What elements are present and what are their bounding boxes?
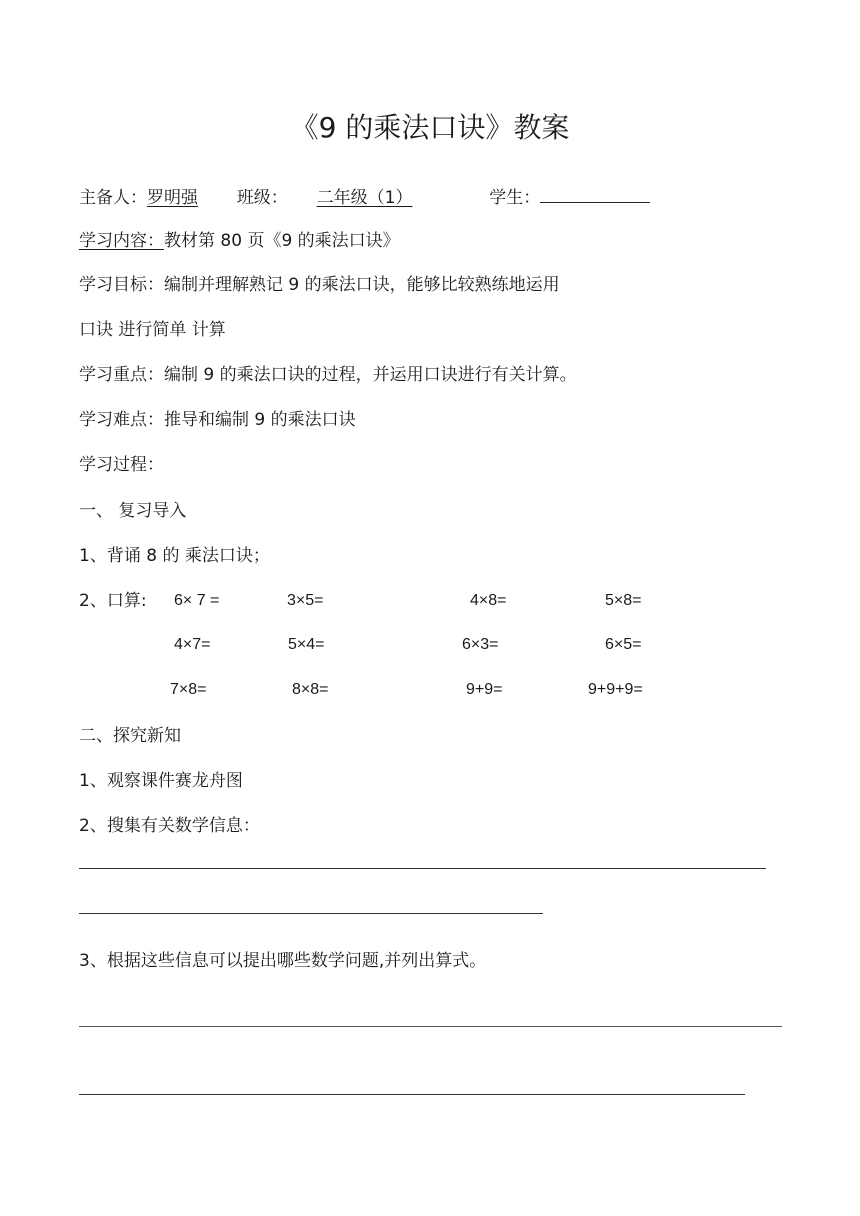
student-blank[interactable] [540, 184, 650, 203]
answer-line[interactable] [79, 1094, 745, 1095]
calc-cell: 5×8= [605, 592, 642, 609]
review-item-1: 1、背诵 8 的 乘法口诀； [79, 546, 270, 566]
calc-cell: 5×4= [288, 636, 325, 653]
calc-cell: 9+9= [466, 681, 503, 698]
calc-cell: 8×8= [292, 681, 329, 698]
key-point: 学习重点：编制 9 的乘法口诀的过程，并运用口诀进行有关计算。 [79, 365, 577, 385]
calc-cell: 6×3= [462, 636, 499, 653]
preparer-label: 主备人： [79, 188, 147, 208]
header-line [79, 184, 650, 209]
answer-line[interactable] [79, 913, 543, 914]
document-title: 《9 的乘法口诀》教案 [290, 111, 570, 144]
review-item-2-label: 2、口算: [79, 591, 147, 611]
answer-line[interactable] [79, 868, 766, 869]
content-text: 教材第 80 页《9 的乘法口诀》 [164, 231, 400, 251]
calc-cell: 3×5= [287, 592, 324, 609]
answer-line[interactable] [79, 1026, 782, 1027]
calc-cell: 6× 7 = [174, 592, 220, 609]
class-label: 班级： [236, 188, 288, 208]
section-2-heading: 二、探究新知 [79, 726, 181, 746]
explore-item-3: 3、根据这些信息可以提出哪些数学问题,并列出算式。 [79, 951, 487, 971]
calc-cell: 4×8= [470, 592, 507, 609]
goal-line-2: 口诀 进行简单 计算 [79, 320, 226, 340]
preparer-name: 罗明强 [147, 188, 198, 208]
calc-cell: 9+9+9= [588, 681, 643, 698]
calc-cell: 4×7= [174, 636, 211, 653]
difficulty: 学习难点：推导和编制 9 的乘法口诀 [79, 410, 356, 430]
explore-item-1: 1、观察课件赛龙舟图 [79, 771, 243, 791]
process-heading: 学习过程： [79, 455, 164, 475]
explore-item-2: 2、搜集有关数学信息： [79, 816, 260, 836]
section-1-heading: 一、 复习导入 [79, 501, 187, 521]
calc-cell: 6×5= [605, 636, 642, 653]
class-value: 二年级（1） [316, 188, 413, 208]
goal-line-1: 学习目标：编制并理解熟记 9 的乘法口诀，能够比较熟练地运用 [79, 275, 560, 295]
calc-cell: 7×8= [170, 681, 207, 698]
student-label: 学生： [489, 188, 541, 208]
content-label: 学习内容： [79, 231, 164, 251]
content-line [79, 230, 400, 252]
